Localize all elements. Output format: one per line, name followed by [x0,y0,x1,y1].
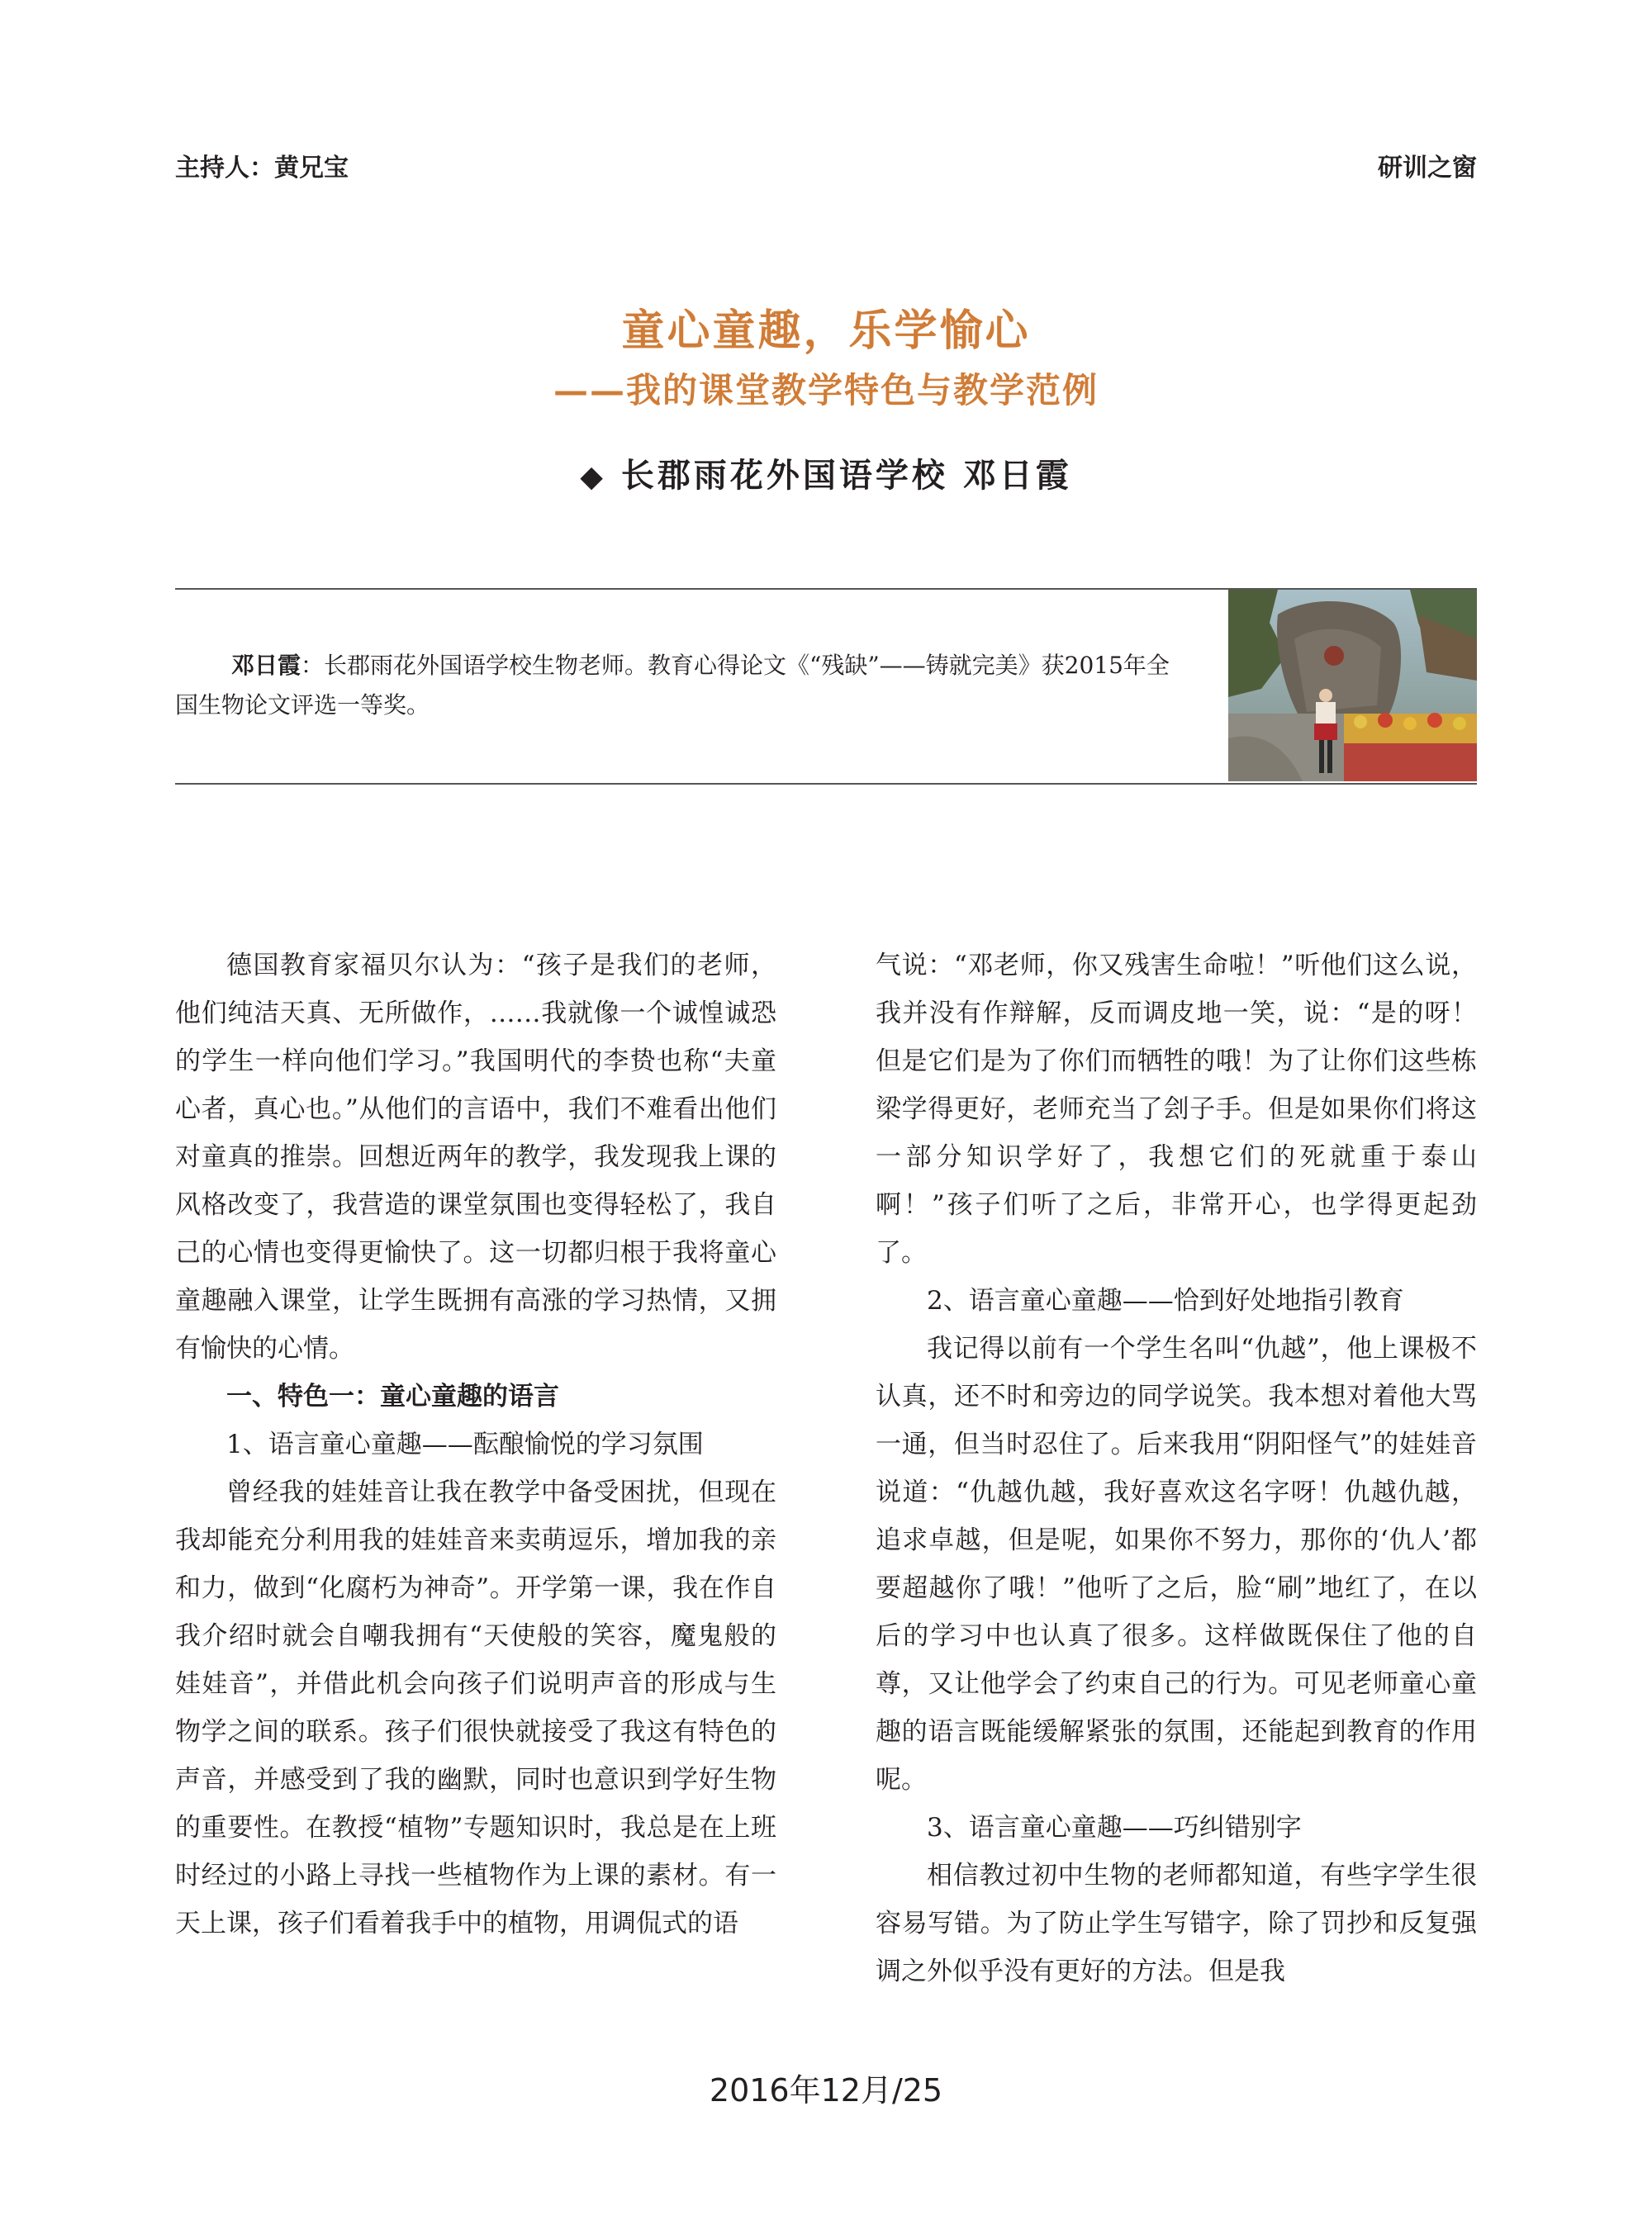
author-line [0,449,1652,496]
section-heading: 一、特色一：童心童趣的语言 [226,1382,559,1411]
bio-text: ：长郡雨花外国语学校生物老师。教育心得论文《“残缺”——铸就完美》获2015年全国生物论文评选一等奖。 [175,652,1170,719]
author-text: 长郡雨花外国语学校 邓日霞 [620,456,1072,495]
diamond-icon: ◆ [580,459,606,494]
paragraph: 我记得以前有一个学生名叫“仇越”，他上课极不认真，还不时和旁边的同学说笑。我本想对着他大骂一通，但当时忍住了。后来我用“阴阳怪气”的娃娃音说道：“仇越仇越，我好喜欢这名字呀！仇越仇越，追求卓越，但是呢，如果你不努力，那你的‘仇人’都要超越你了哦！”他听了之后，脸“刷”地红了，在以后的学习中也认真了很多。这样做既保住了他的自尊，又让他学会了约束自己的行为。可见老师童心童趣的语言既能缓解紧张的氛围，还能起到教育的作用呢。 [876,1334,1477,1795]
body-column-left [175,942,776,1947]
host-label: 主持人：黄兄宝 [175,154,349,183]
paragraph: 气说：“邓老师，你又残害生命啦！”听他们这么说，我并没有作辩解，反而调皮地一笑，说：“是的呀！但是它们是为了你们而牺牲的哦！为了让你们这些栋梁学得更好，老师充当了刽子手。但是如果你们将这一部分知识学好了，我想它们的死就重于泰山啊！”孩子们听了之后，非常开心，也学得更起劲了。 [876,951,1477,1268]
paragraph: 相信教过初中生物的老师都知道，有些字学生很容易写错。为了防止学生写错字，除了罚抄和反复强调之外似乎没有更好的方法。但是我 [876,1861,1477,1986]
article-subtitle: ——我的课堂教学特色与教学范例 [553,370,1099,410]
subsection-heading: 1、语言童心童趣——酝酿愉悦的学习氛围 [226,1430,704,1459]
column-label: 研训之窗 [1378,154,1477,183]
bio-bottom-rule [175,783,1477,785]
author-photo [1228,590,1477,781]
subsection-heading: 2、语言童心童趣——恰到好处地指引教育 [927,1286,1404,1316]
paragraph: 曾经我的娃娃音让我在教学中备受困扰，但现在我却能充分利用我的娃娃音来卖萌逗乐，增加我的亲和力，做到“化腐朽为神奇”。开学第一课，我在作自我介绍时就会自嘲我拥有“天使般的笑容，魔鬼般的娃娃音”，并借此机会向孩子们说明声音的形成与生物学之间的联系。孩子们很快就接受了我这有特色的声音，并感受到了我的幽默，同时也意识到学好生物的重要性。在教授“植物”专题知识时，我总是在上班时经过的小路上寻找一些植物作为上课的素材。有一天上课，孩子们看着我手中的植物，用调侃式的语 [175,1478,776,1938]
author-photo-image [1228,590,1477,781]
article-title: 童心童趣，乐学愉心 [621,306,1031,356]
page-footer: 2016年12月/25 [709,2072,943,2109]
bio-name: 邓日霞 [231,652,301,679]
subsection-heading: 3、语言童心童趣——巧纠错别字 [927,1813,1302,1843]
author-bio [175,646,1187,725]
paragraph: 德国教育家福贝尔认为：“孩子是我们的老师，他们纯洁天真、无所做作，……我就像一个诚惶诚恐的学生一样向他们学习。”我国明代的李贽也称“夫童心者，真心也。”从他们的言语中，我们不难看出他们对童真的推崇。回想近两年的教学，我发现我上课的风格改变了，我营造的课堂氛围也变得轻松了，我自己的心情也变得更愉快了。这一切都归根于我将童心童趣融入课堂，让学生既拥有高涨的学习热情，又拥有愉快的心情。 [175,951,776,1364]
body-column-right [876,942,1477,1995]
